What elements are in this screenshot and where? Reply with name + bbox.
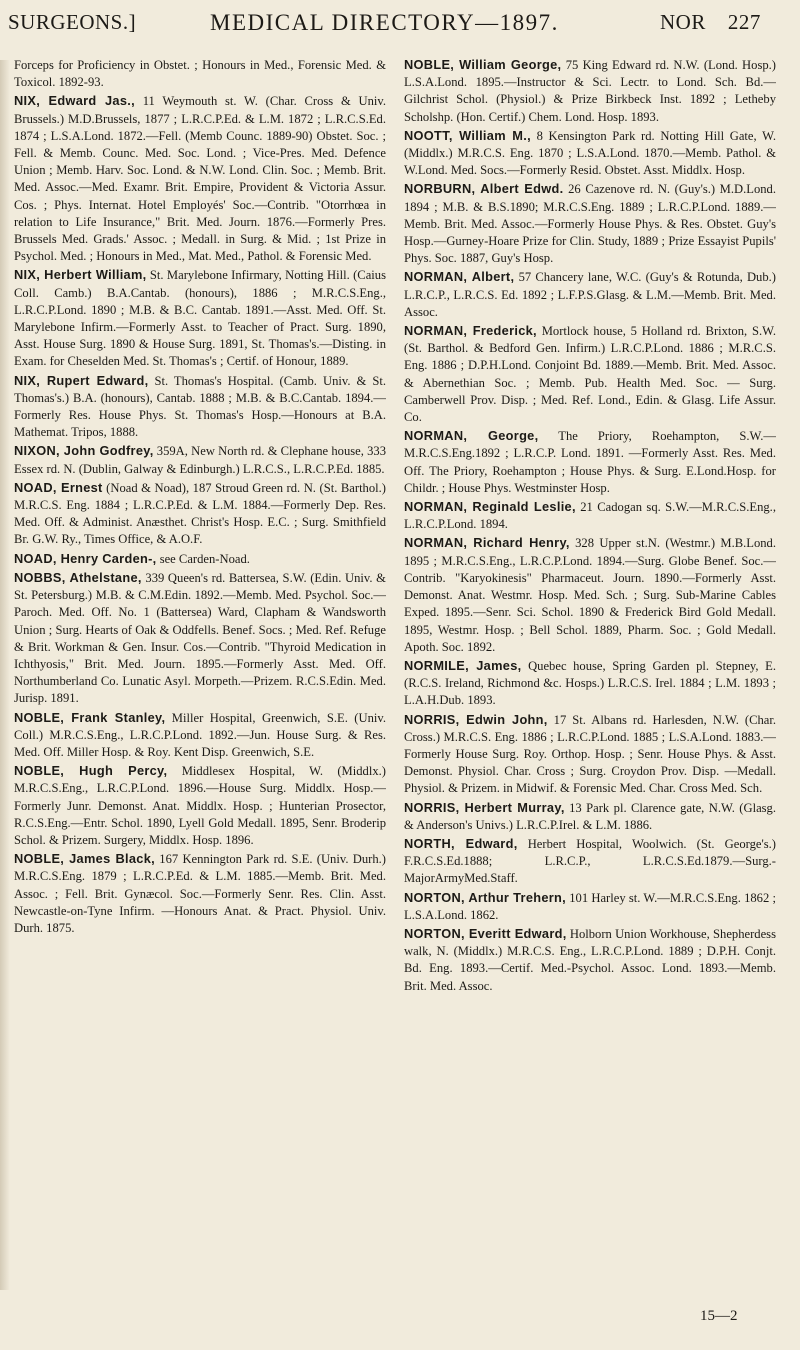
directory-entry: NORBURN, Albert Edwd. 26 Cazenove rd. N. (Guy's.) M.D.Lond. 1894 ; M.B. & B.S.1890; M.R.C.S.Eng. 1889 ; L.R.C.P.Lond. 1889.—Memb. Brit. Med. Assoc.—Formerly House Phys. & Res. Obstet. Guy's Hosp.—Gurney-Hoare Prize for Clin. Study, 1889 ; Prize Essayist Pupils' Phys. Soc. 1887, Guy's Hosp. xyxy=(404,181,776,266)
directory-entry: NOAD, Ernest (Noad & Noad), 187 Stroud Green rd. N. (St. Barthol.) M.R.C.S. Eng. 1884 ; L.R.C.P.Ed. & L.M. 1884.—Formerly Dep. Res. Med. Off. & Administ. Anæsthet. Christ's Hosp. E.C. ; Surg. Smithfield Br. G.W. Ry., Times Office, & A.O.F. xyxy=(14,479,386,547)
page-number: 227 xyxy=(727,10,761,34)
directory-entry: NORRIS, Edwin John, 17 St. Albans rd. Harlesden, N.W. (Char. Cross.) M.R.C.S. Eng. 1886 ; L.R.C.P.Lond. 1885 ; L.S.A.Lond. 1883.—Formerly House Surg. Roy. Orthop. Hosp. ; Senr. House Phys. & Asst. Demonst. Physiol. Char. Cross ; Surg. Croydon Prov. Disp. —Medall. Physiol. & Prizem. in Midwif. & Forensic Med. Char. Cross Med. Sch. xyxy=(404,711,776,796)
directory-entry: NOBBS, Athelstane, 339 Queen's rd. Battersea, S.W. (Edin. Univ. & St. Petersburg.) M.B. & C.M.Edin. 1892.—Memb. Med. Psychol. Soc.—Paroch. Med. Off. No. 1 (Battersea) Ward, Clapham & Wandsworth Union ; Surg. Hearts of Oak & Oddfells. Benef. Socs. ; Med. Ref. Refuge & Brit. Workman & Gen. Insur. Cos.—Contrib. "Thyroid Medication in Ichthyosis," Brit. Med. Journ. 1895.—Formerly Asst. Med. Off. Northumberland Co. Lunatic Asyl. Morpeth.—Prizem. R.C.S.Edin. Med. Jurisp. 1891. xyxy=(14,569,386,706)
directory-entry: NOBLE, Hugh Percy, Middlesex Hospital, W. (Middlx.) M.R.C.S.Eng., L.R.C.P.Lond. 1896.—House Surg. Middlx. Hosp.—Formerly Junr. Demonst. Anat. Middlx. Hosp. ; Hunterian Prosector, R.C.S.Eng.—Entr. Schol. 1890, Lyell Gold Medall. 1895, Senr. Broderip Schol. & Prizem. Surgery, Middlx. Hosp. 1896. xyxy=(14,763,386,847)
directory-entry: NORMAN, Albert, 57 Chancery lane, W.C. (Guy's & Rotunda, Dub.) L.R.C.P., L.R.C.S. Ed. 1892 ; L.F.P.S.Glasg. & L.M.—Memb. Brit. Med. Assoc. xyxy=(404,269,776,319)
directory-entry: NORRIS, Herbert Murray, 13 Park pl. Clarence gate, N.W. (Glasg. & Anderson's Univs.) L.R.C.P.Irel. & L.M. 1886. xyxy=(404,799,776,832)
directory-entry: NORMILE, James, Quebec house, Spring Garden pl. Stepney, E. (R.C.S. Ireland, Richmond &c. Hosps.) L.R.C.S. Irel. 1884 ; L.M. 1893 ; L.A.H.Dub. 1893. xyxy=(404,657,776,708)
section-heading: SURGEONS.] xyxy=(8,10,137,34)
signature-mark: 15—2 xyxy=(700,1308,738,1324)
directory-entry: NORMAN, George, The Priory, Roehampton, S.W.—M.R.C.S.Eng.1892 ; L.R.C.P. Lond. 1891. —Formerly Asst. Res. Med. Off. The Priory, Roehampton ; House Phys. & Surg. E.Lond.Hosp. for Childr. ; House Phys. Westminster Hosp. xyxy=(404,428,776,495)
directory-entry: NOOTT, William M., 8 Kensington Park rd. Notting Hill Gate, W. (Middlx.) M.R.C.S. Eng. 1870 ; L.S.A.Lond. 1870.—Memb. Pathol. & W.Lond. Med. Socs.—Formerly Resid. Obstet. Asst. Middlx. Hosp. xyxy=(404,127,776,178)
directory-entry: NIXON, John Godfrey, 359A, New North rd. & Clephane house, 333 Essex rd. N. (Dublin, Galway & Edinburgh.) L.R.C.S., L.R.C.P.Ed. 1885. xyxy=(14,443,386,476)
right-column xyxy=(404,56,776,1296)
directory-entry: NORTH, Edward, Herbert Hospital, Woolwich. (St. George's.) F.R.C.S.Ed.1888; L.R.C.P., L.R.C.S.Ed.1879.—Surg.-MajorArmyMed.Staff. xyxy=(404,835,776,886)
directory-entry: NIX, Rupert Edward, St. Thomas's Hospital. (Camb. Univ. & St. Thomas's.) B.A. (honours), Cantab. 1888 ; M.B. & B.C.Cantab. 1894.—Formerly Res. House Phys. St. Thomas's Hosp.—Honours at B.A. Mathemat. Tripos, 1888. xyxy=(14,372,386,440)
page-locator xyxy=(660,10,761,35)
directory-entry: Forceps for Proficiency in Obstet. ; Honours in Med., Forensic Med. & Toxicol. 1892-93. xyxy=(14,58,386,90)
page-edge-shadow xyxy=(0,60,10,1290)
directory-entry: NOBLE, James Black, 167 Kennington Park rd. S.E. (Univ. Durh.) M.R.C.S.Eng. 1879 ; L.R.C.P.Ed. & L.M. 1885.—Memb. Brit. Med. Assoc. ; Fell. Brit. Gynæcol. Soc.—Formerly Senr. Res. Clin. Asst. Newcastle-on-Tyne Infirm. —Honours Anat. & Pract. Physiol. Univ. Durh. 1875. xyxy=(14,851,386,935)
directory-entry: NOBLE, William George, 75 King Edward rd. N.W. (Lond. Hosp.) L.S.A.Lond. 1895.—Instructor & Sci. Lectr. to Lond. Sch. Bd.—Gilchrist Schol. (Physiol.) & Prize Birkbeck Inst. 1892 ; Letheby Scholshp. (Hon. Certif.) Chem. Lond. Hosp. 1893. xyxy=(404,57,776,124)
directory-entry: NORTON, Everitt Edward, Holborn Union Workhouse, Shepherdess walk, N. (Middlx.) M.R.C.S. Eng., L.R.C.P.Lond. 1889 ; D.P.H. Conjt. Bd. Eng. 1893.—Certif. Med.-Psychol. Assoc. Lond. 1893.—Memb. Brit. Med. Assoc. xyxy=(404,925,776,993)
running-title: MEDICAL DIRECTORY—1897. xyxy=(210,10,559,35)
directory-entry: NOAD, Henry Carden-, see Carden-Noad. xyxy=(14,550,250,566)
directory-entry: NIX, Edward Jas., 11 Weymouth st. W. (Char. Cross & Univ. Brussels.) M.D.Brussels, 1877 ; L.R.C.P.Ed. & L.M. 1872 ; L.R.C.S.Ed. 1874 ; L.S.A.Lond. 1872.—Fell. (Memb Counc. 1889-90) Obstet. Soc. ; Fell. & Memb. Counc. Med. Soc. Lond. ; Vice-Pres. Med. Defence Union ; Memb. Harv. Soc. Lond. & N.W. Lond. Clin. Soc. ; Memb. Brit. Med. Assoc.—Med. Examr. Brit. Empire, Provident & Victoria Assur. Cos. ; Phys. Internat. Hotel Employés' Soc.—Contrib. "Otorrhœa in relation to Life Insurance," Brit. Med. Journ. 1876.—Formerly Pres. Brussels Med. Grads.' Assoc. ; Medall. in Surg. & Mid. ; 1st Prize in Psychol. Med. ; Honours in Med., Mat. Med., Pathol. & Forensic Med. xyxy=(14,93,386,264)
directory-entry: NORMAN, Reginald Leslie, 21 Cadogan sq. S.W.—M.R.C.S.Eng., L.R.C.P.Lond. 1894. xyxy=(404,499,776,532)
directory-entry: NIX, Herbert William, St. Marylebone Infirmary, Notting Hill. (Caius Coll. Camb.) B.A.Cantab. (honours), 1886 ; M.R.C.S.Eng., L.R.C.P.Lond. 1890 ; M.B. & B.C. Cantab. 1891.—Asst. Med. Off. St. Marylebone Infirm.—Formerly Asst. to Teacher of Pract. Surg. 1890, Asst. House Surg. 1890 & House Surg. 1891, St. Thomas's.—Disting. in Exam. for Cheselden Med. St. Thomas's ; Certif. of Honour, 1889. xyxy=(14,267,386,369)
guide-word: NOR xyxy=(660,10,706,34)
directory-entry: NORTON, Arthur Trehern, 101 Harley st. W.—M.R.C.S.Eng. 1862 ; L.S.A.Lond. 1862. xyxy=(404,889,776,922)
directory-entry: NOBLE, Frank Stanley, Miller Hospital, Greenwich, S.E. (Univ. Coll.) M.R.C.S.Eng., L.R.C.P.Lond. 1892.—Jun. House Surg. & Res. Med. Off. Miller Hosp. & Roy. Kent Disp. Greenwich, S.E. xyxy=(14,709,386,759)
directory-entry: NORMAN, Richard Henry, 328 Upper st.N. (Westmr.) M.B.Lond. 1895 ; M.R.C.S.Eng., L.R.C.P.Lond. 1894.—Surg. Globe Benef. Soc.—Contrib. "Karyokinesis" Pharmaceut. Journ. 1890.—Formerly Asst. Demonst. Anat. Westmr. Hosp. Med. Sch. ; Surg. Sub-Marine Cables Exped. 1895.—Senr. Sci. Schol. 1890 & Frederick Bird Gold Medall. 1895, Westmr. Hosp. ; Bell Schol. 1889, Pharm. Soc. ; Gold Medall. Apoth. Soc. 1892. xyxy=(404,535,776,654)
page-header xyxy=(0,0,800,48)
left-column xyxy=(14,56,386,1296)
directory-entry: NORMAN, Frederick, Mortlock house, 5 Holland rd. Brixton, S.W. (St. Barthol. & Bedford Gen. Infirm.) L.R.C.P.Lond. 1886 ; M.R.C.S. Eng. 1886 ; D.P.H.Lond. Conjoint Bd. 1889.—Memb. Brit. Med. Assoc. & Abernethian Soc. ; Memb. Pub. Health Med. Soc. — Surg. Camberwell Prov. Disp. ; Med. Ref. Lond., Edin. & Glasg. Life Assur. Co. xyxy=(404,323,776,425)
